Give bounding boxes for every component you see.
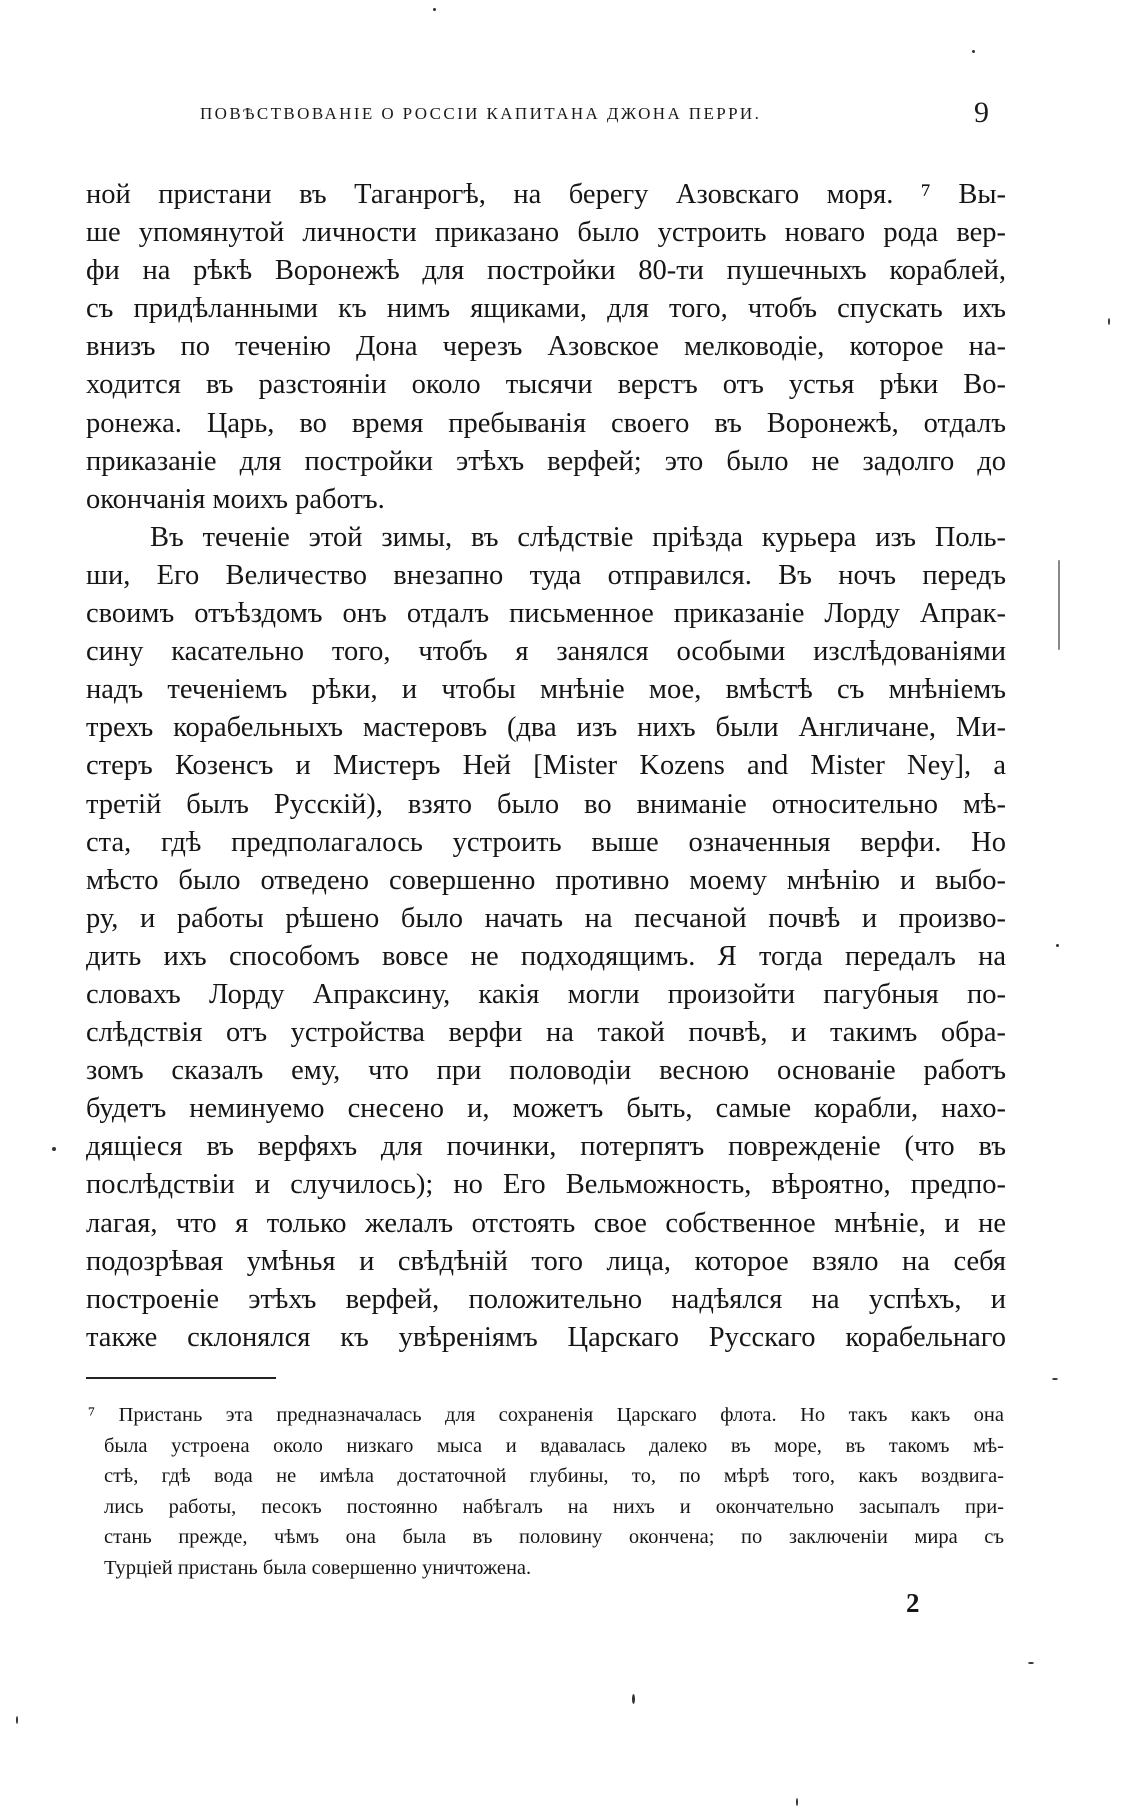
text-line: мѣсто было отведено совершенно противно моему мнѣнію и выбо- <box>86 864 1006 896</box>
text-line: Въ теченіе этой зимы, въ слѣдствіе пріѣзда курьера изъ Поль- <box>150 521 1006 553</box>
text-line: стеръ Козенсъ и Мистеръ Ней [Mister Kozens and Mister Ney], а <box>86 750 1006 782</box>
text-line: съ придѣланными къ нимъ ящиками, для того, чтобъ спускать ихъ <box>86 293 1006 325</box>
text-line: дить ихъ способомъ вовсе не подходящимъ. Я тогда передалъ на <box>86 940 1006 972</box>
body-text <box>86 176 1006 1357</box>
footnote-line: была устроена около низкаго мыса и вдавалась далеко въ море, въ такомъ мѣ- <box>104 1434 1004 1457</box>
text-line: построеніе этѣхъ верфей, положительно надѣялся на успѣхъ, и <box>86 1283 1006 1315</box>
text-line: ста, гдѣ предполагалось устроить выше означенныя верфи. Но <box>86 826 1006 858</box>
paragraph-1 <box>86 176 1006 519</box>
scan-speck <box>1108 318 1110 325</box>
scan-speck <box>972 50 975 53</box>
footnote-line: лись работы, песокъ постоянно набѣгалъ на нихъ и окончательно засыпалъ при- <box>104 1495 1004 1518</box>
text-line: ше упомянутой личности приказано было устроить новаго рода вер- <box>86 217 1006 249</box>
scan-speck <box>1052 1378 1058 1380</box>
scan-speck <box>1028 1662 1034 1664</box>
footnote-line: ⁷ Пристань эта предназначалась для сохраненія Царскаго флота. Но такъ какъ она <box>88 1404 1004 1426</box>
scan-speck <box>796 1798 798 1806</box>
footnote-divider <box>86 1377 276 1379</box>
text-line: ходится въ разстояніи около тысячи верстъ отъ устья рѣки Во- <box>86 369 1006 401</box>
text-line: трехъ корабельныхъ мастеровъ (два изъ нихъ были Англичане, Ми- <box>86 712 1006 744</box>
page-number: 9 <box>974 96 989 129</box>
text-line: внизъ по теченію Дона черезъ Азовское мелководіе, которое на- <box>86 331 1006 363</box>
footnote-line: стѣ, гдѣ вода не имѣла достаточной глубины, то, по мѣрѣ того, какъ воздвига- <box>104 1465 1004 1487</box>
text-line: окончанія моихъ работъ. <box>86 483 385 515</box>
text-line: послѣдствіи и случилось); но Его Вельможность, вѣроятно, предпо- <box>86 1169 1006 1201</box>
text-line: сину касательно того, чтобъ я занялся особыми изслѣдованіями <box>86 636 1006 668</box>
text-line: словахъ Лорду Апраксину, какія могли произойти пагубныя по- <box>86 978 1006 1010</box>
signature-mark: 2 <box>906 1588 920 1618</box>
text-line: слѣдствія отъ устройства верфи на такой почвѣ, и такимъ обра- <box>86 1017 1006 1049</box>
text-line: фи на рѣкѣ Воронежѣ для постройки 80-ти пушечныхъ кораблей, <box>86 255 1006 287</box>
text-line: третій былъ Русскій), взято было во вниманіе относительно мѣ- <box>86 788 1006 820</box>
text-line: ру, и работы рѣшено было начать на песчаной почвѣ и произво- <box>86 902 1006 934</box>
running-title: ПОВѢСТВОВАНІЕ О РОССІИ КАПИТАНА ДЖОНА ПЕРРИ. <box>200 104 762 123</box>
text-line: подозрѣвая умѣнья и свѣдѣній того лица, которое взяло на себя <box>86 1245 1006 1277</box>
text-line: также склонялся къ увѣреніямъ Царскаго Русскаго корабельнаго <box>86 1321 1006 1353</box>
text-line: ши, Его Величество внезапно туда отправился. Въ ночъ передъ <box>86 559 1006 591</box>
scan-speck <box>632 1694 635 1704</box>
text-line: ной пристани въ Таганрогѣ, на берегу Азовскаго моря. ⁷ Вы- <box>86 179 1006 210</box>
footnote-line: Турціей пристань была совершенно уничтожена. <box>104 1556 532 1579</box>
text-line: своимъ отъѣздомъ онъ отдалъ письменное приказаніе Лорду Апрак- <box>86 598 1006 630</box>
footnote <box>88 1400 1004 1583</box>
text-line: зомъ сказалъ ему, что при половодіи весною основаніе работъ <box>86 1055 1006 1087</box>
text-line: надъ теченіемъ рѣки, и чтобы мнѣніе мое, вмѣстѣ съ мнѣніемъ <box>86 674 1006 706</box>
footnote-line: стань прежде, чѣмъ она была въ половину окончена; по заключеніи мира съ <box>104 1526 1004 1548</box>
text-line: дящіеся въ верфяхъ для починки, потерпятъ поврежденіе (что въ <box>86 1131 1006 1163</box>
scan-speck <box>1058 560 1060 650</box>
text-line: приказаніе для постройки этѣхъ верфей; это было не задолго до <box>86 445 1006 477</box>
paragraph-2 <box>86 519 1006 1357</box>
scan-speck <box>433 8 436 11</box>
scan-speck <box>52 1147 56 1151</box>
scan-speck <box>1056 944 1059 947</box>
text-line: лагая, что я только желалъ отстоять свое собственное мнѣніе, и не <box>86 1207 1006 1239</box>
scan-speck <box>16 1716 18 1724</box>
text-line: будетъ неминуемо снесено и, можетъ быть, самые корабли, нахо- <box>86 1093 1006 1125</box>
text-line: ронежа. Царь, во время пребыванія своего въ Воронежѣ, отдалъ <box>86 407 1006 439</box>
